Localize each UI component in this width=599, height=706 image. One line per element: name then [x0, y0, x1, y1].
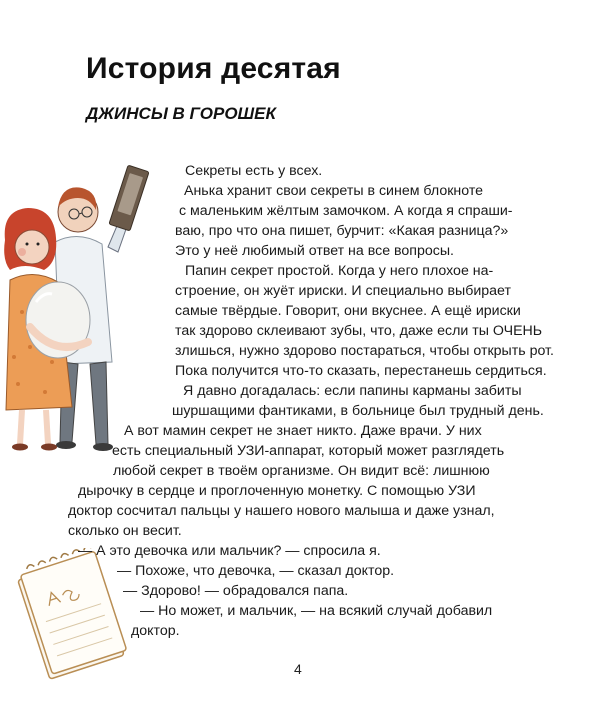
body-line: сколько он весит. — [68, 523, 182, 539]
family-illustration — [0, 152, 170, 457]
body-line: Секреты есть у всех. — [185, 163, 323, 179]
chapter-title: История десятая — [86, 52, 341, 85]
body-line: доктор сосчитал пальцы у нашего нового малыша и даже узнал, — [68, 503, 495, 519]
body-line: так здорово склеивают зубы, что, даже если ты ОЧЕНЬ — [175, 323, 543, 339]
body-line: Анька хранит свои секреты в синем блокноте — [184, 183, 484, 199]
body-line: злишься, нужно здорово постараться, чтобы открыть рот. — [175, 343, 554, 359]
body-line: с маленьким жёлтым замочком. А когда я спраши- — [179, 203, 513, 219]
body-line: шуршащими фантиками, в больнице был трудный день. — [172, 403, 544, 419]
body-line: — А это девочка или мальчик? — спросила я. — [78, 543, 381, 559]
body-line: ваю, про что она пишет, бурчит: «Какая разница?» — [175, 223, 509, 239]
page-number: 4 — [294, 661, 302, 677]
body-line: Это у неё любимый ответ на все вопросы. — [175, 243, 454, 259]
body-line: строение, он жуёт ириски. И специально выбирает — [175, 283, 511, 299]
body-line: Я давно догадалась: если папины карманы забиты — [183, 383, 522, 399]
notepad-illustration — [10, 548, 130, 688]
body-line: дырочку в сердце и проглоченную монетку. С помощью УЗИ — [78, 483, 476, 499]
body-line: А вот мамин секрет не знает никто. Даже врачи. У них — [124, 423, 482, 439]
body-line: Папин секрет простой. Когда у него плохое на- — [185, 263, 494, 279]
body-line: самые твёрдые. Говорит, они вкуснее. А ещё ириски — [175, 303, 521, 319]
chapter-subtitle: ДЖИНСЫ В ГОРОШЕК — [86, 104, 276, 123]
body-line: — Здорово! — обрадовался папа. — [123, 583, 349, 599]
body-line: Пока получится что-то сказать, перестанешь сердиться. — [175, 363, 547, 379]
body-line: любой секрет в твоём организме. Он видит всё: лишнюю — [113, 463, 490, 479]
body-line: — Но может, и мальчик, — на всякий случай добавил — [140, 603, 493, 619]
body-line: есть специальный УЗИ-аппарат, который может разглядеть — [112, 443, 505, 459]
body-line: — Похоже, что девочка, — сказал доктор. — [117, 563, 395, 579]
body-line: доктор. — [131, 623, 180, 639]
